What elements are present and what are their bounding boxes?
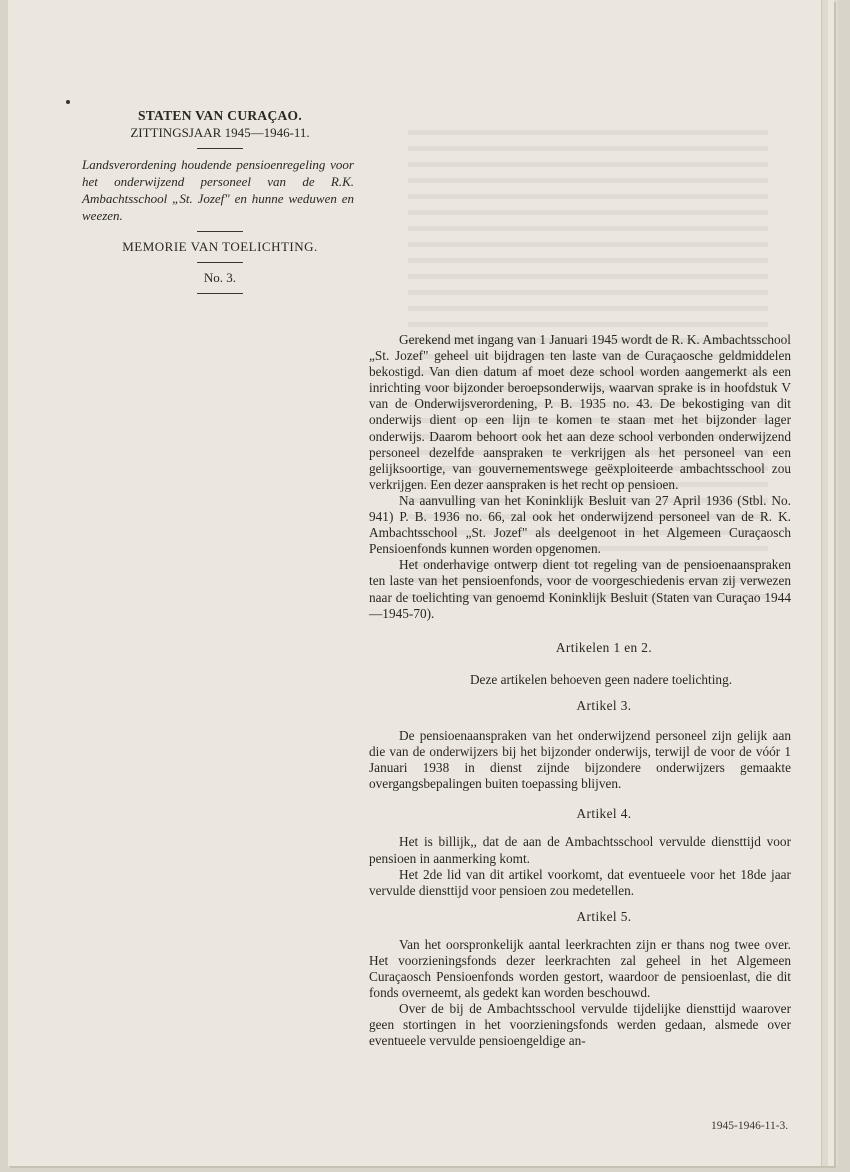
divider [197,231,243,232]
intro-paragraph: Na aanvulling van het Koninklijk Besluit van 27 April 1936 (Stbl. No. 941) P. B. 1936 no. 66, zal ook het onderwijzend personeel van de R. K. Ambachtsschool „St. Jozef" als deelgenoot in het Algemeen Curaçaosch Pensioenfonds kunnen worden opgenomen. [369,492,791,557]
body-text [369,332,791,1050]
session-year: ZITTINGSJAAR 1945—1946-11. [130,125,310,140]
article-heading-1-2: Artikelen 1 en 2. [555,639,653,655]
page-edge [821,0,828,1166]
article-heading-5: Artikel 5. [576,908,632,924]
ordinance-subject: Landsverordening houdende pensioenregeling voor het onderwijzend personeel van de R.K. Ambachtsschool „St. Jozef" en hunne weduwen en weezen. [82,157,354,223]
intro-paragraph: Gerekend met ingang van 1 Januari 1945 wordt de R. K. Ambachtsschool „St. Jozef" geheel uit bijdragen ten laste van de Curaçaosche geldmiddelen bekostigd. Van dien datum af moet deze school worden aangemerkt als een inrichting voor bijzonder beroepsonderwijs, waarvan sprake is in hoofdstuk V van de Onderwijsverordening, P. B. 1935 no. 43. De bekostiging van dit onderwijs dient op een lijn te komen te staan met het bijzonder lager onderwijs. Daarom behoort ook het aan deze school verbonden onderwijzend personeel dezelfde aanspraken te verkrijgen als het personeel van een gelijksoortige, van gouvernementswege geëxploiteerde ambachtsschool zou verkrijgen. Een dezer aanspraken is het recht op pensioen. [369,332,791,492]
document-number: No. 3. [203,270,237,285]
document-page [8,0,834,1166]
article-1-2-text: Deze artikelen behoeven geen nadere toelichting. [469,671,733,687]
article-heading-4: Artikel 4. [576,806,632,822]
divider [197,148,243,149]
article-5-text: Van het oorspronkelijk aantal leerkrachten zijn er thans nog twee over. Het voorzieningsfonds dezer leerkrachten zal geheel in het Algemeen Curaçaosch Pensioenfonds worden gestort, waardoor de pensioenlast, die dit fonds overneemt, als gedekt kan worden beschouwd. [369,936,791,1001]
memorie-heading: MEMORIE VAN TOELICHTING. [122,239,318,254]
header-block [64,108,376,301]
divider [197,293,243,294]
divider [197,262,243,263]
speck [66,100,70,104]
document-code: 1945-1946-11-3. [711,1120,789,1132]
document-title: STATEN VAN CURAÇAO. [137,108,303,123]
article-heading-3: Artikel 3. [576,697,632,713]
article-5-text: Over de bij de Ambachtsschool vervulde tijdelijke diensttijd waarover geen stortingen in het voorzieningsfonds werden gedaan, alsmede over eventueele vervulde pensioengeldige an- [369,1001,791,1049]
intro-paragraph: Het onderhavige ontwerp dient tot regeling van de pensioenaanspraken ten laste van het pensioenfonds, voor de voorgeschiedenis ervan zij verwezen naar de toelichting van genoemd Koninklijk Besluit (Staten van Curaçao 1944—1945-70). [369,557,791,621]
article-4-text: Het is billijk,, dat de aan de Ambachtsschool vervulde diensttijd voor pensioen in aanmerking komt. [369,834,791,866]
article-3-text: De pensioenaanspraken van het onderwijzend personeel zijn gelijk aan die van de onderwijzers bij het bijzonder onderwijs, terwijl de voor de vóór 1 Januari 1938 in dienst zijnde bijzondere onderwijzers gemaakte overgangsbepalingen buiten toepassing blijven. [369,727,791,792]
article-4-text: Het 2de lid van dit artikel voorkomt, dat eventueele voor het 18de jaar vervulde diensttijd voor pensioen zou medetellen. [369,866,791,898]
